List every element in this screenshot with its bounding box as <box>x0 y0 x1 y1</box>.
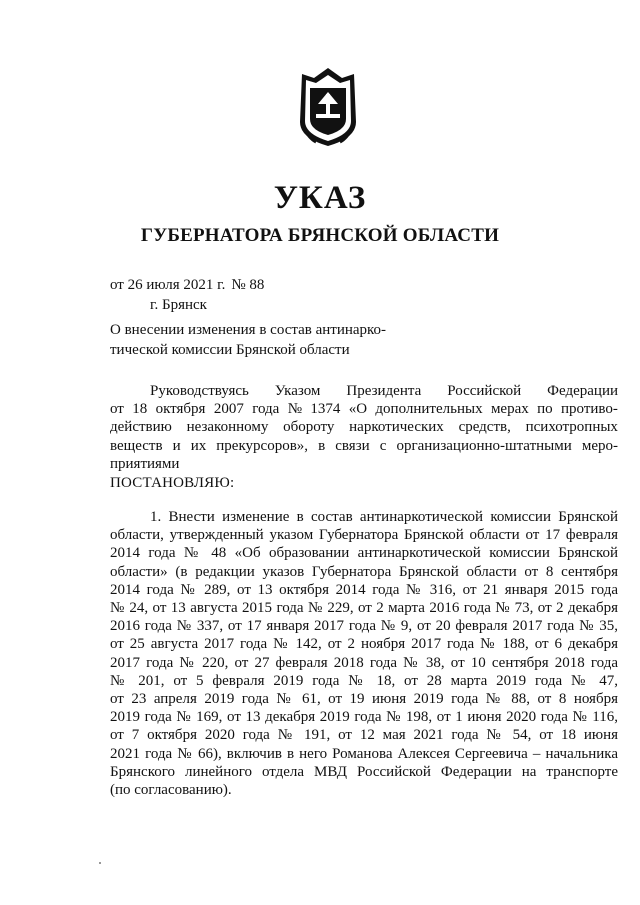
scan-artifact <box>99 862 101 864</box>
item-1-line: 2017 года № 220, от 27 февраля 2018 года № 38, от 10 сентября 2018 года <box>110 654 618 671</box>
item-1-line: области» (в редакции указов Губернатора Брянской области от 8 сентября <box>110 563 618 580</box>
item-1-line: 1. Внести изменение в состав антинаркотической комиссии Брянской <box>150 509 618 525</box>
decree-date: от 26 июля 2021 г. <box>110 277 226 293</box>
item-1-line: № 201, от 5 февраля 2019 года № 18, от 28 марта 2019 года № 47, <box>110 672 618 689</box>
decree-date-line <box>110 275 264 295</box>
item-1-line: Брянского линейного отдела МВД Российской Федерации на транспорте <box>110 763 618 780</box>
item-1-line: от 7 октября 2020 года № 191, от 12 мая 2021 года № 54, от 18 июня <box>110 727 618 744</box>
preamble-line: Руководствуясь Указом Президента Российской Федерации <box>150 383 618 399</box>
document-title: УКАЗ <box>273 180 367 216</box>
decree-number: № 88 <box>231 277 265 293</box>
preamble-line: приятиями <box>110 455 180 472</box>
item-1-line: от 23 апреля 2019 года № 61, от 19 июня 2019 года № 88, от 8 ноября <box>110 691 618 708</box>
item-1-paragraph <box>110 508 618 799</box>
item-1-line: 2014 года № 289, от 13 октября 2014 года № 316, от 21 января 2015 года <box>110 581 618 598</box>
preamble-paragraph <box>110 382 618 473</box>
bryansk-coat-of-arms-icon <box>294 64 362 148</box>
item-1-line: 2021 года № 66), включив в него Романова Алексея Сергеевича – начальника <box>110 745 618 762</box>
decree-word: ПОСТАНОВЛЯЮ: <box>110 475 235 491</box>
preamble-line: действию незаконному обороту наркотических средств, психотропных <box>110 419 618 436</box>
subject-line: тической комиссии Брянской области <box>110 342 350 358</box>
item-1-line: 2014 года № 48 «Об образовании антинаркотической комиссии Брянской <box>110 545 618 562</box>
item-1-line: 2016 года № 337, от 17 января 2017 года № 9, от 20 февраля 2017 года № 35, <box>110 618 618 635</box>
document-subtitle: ГУБЕРНАТОРА БРЯНСКОЙ ОБЛАСТИ <box>140 225 500 246</box>
subject-line: О внесении изменения в состав антинарко- <box>110 322 387 338</box>
decree-city: г. Брянск <box>150 297 207 313</box>
item-1-line: (по согласованию). <box>110 782 232 799</box>
preamble-line: от 18 октября 2007 года № 1374 «О дополнительных мерах по противо- <box>110 401 618 418</box>
item-1-line: № 24, от 13 августа 2015 года № 229, от 2 марта 2016 года № 73, от 2 декабря <box>110 600 618 617</box>
decree-subject <box>110 320 400 360</box>
preamble-line: веществ и их прекурсоров», в связи с организационно-штатными меро- <box>110 437 618 454</box>
item-1-line: области, утвержденный указом Губернатора Брянской области от 17 февраля <box>110 527 618 544</box>
item-1-line: 2019 года № 169, от 13 декабря 2019 года № 198, от 1 июня 2020 года № 116, <box>110 709 618 726</box>
item-1-line: от 25 августа 2017 года № 142, от 2 ноября 2017 года № 188, от 6 декабря <box>110 636 618 653</box>
